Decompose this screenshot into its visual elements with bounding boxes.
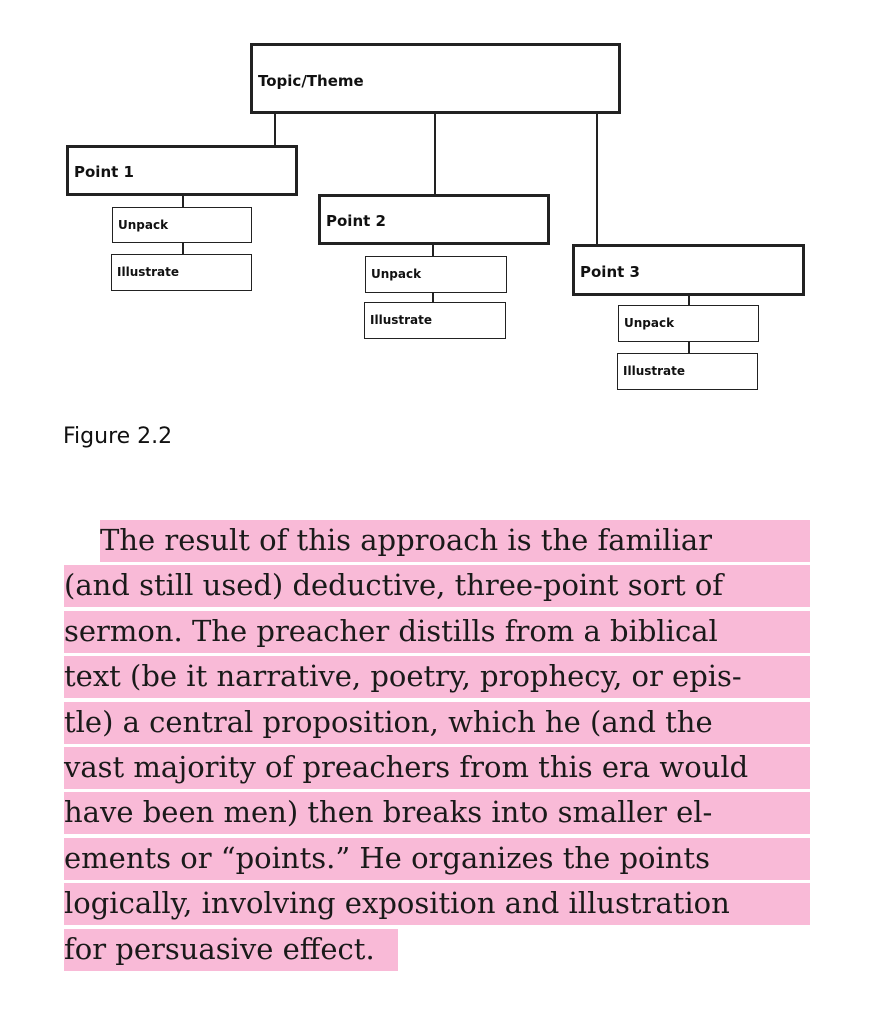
point-3-unpack-box	[618, 305, 759, 342]
paragraph-line: vast majority of preachers from this era would	[64, 745, 810, 790]
paragraph-line: for persuasive effect.	[64, 927, 810, 972]
point-1-label: Point 1	[74, 163, 134, 181]
point-1-unpack-label: Unpack	[118, 218, 169, 232]
point-3-label: Point 3	[580, 263, 640, 281]
point-2-illustrate-label: Illustrate	[370, 313, 433, 327]
paragraph-line: logically, involving exposition and illustration	[64, 881, 810, 926]
point-3-illustrate-box	[617, 353, 758, 390]
point-3-unpack-label: Unpack	[624, 316, 675, 330]
point-3-box	[572, 244, 805, 296]
paragraph-line: text (be it narrative, poetry, prophecy, or epis-	[64, 654, 810, 699]
paragraph-line: (and still used) deductive, three-point sort of	[64, 563, 810, 608]
point-2-unpack-box	[365, 256, 507, 293]
point-2-unpack-label: Unpack	[371, 267, 422, 281]
point-1-box	[66, 145, 298, 196]
paragraph-line: sermon. The preacher distills from a biblical	[64, 609, 810, 654]
paragraph-line: The result of this approach is the familiar	[64, 518, 810, 563]
point-1-illustrate-box	[111, 254, 252, 291]
point-2-illustrate-box	[364, 302, 506, 339]
point-3-illustrate-label: Illustrate	[623, 364, 686, 378]
body-paragraph	[64, 518, 810, 972]
paragraph-line: tle) a central proposition, which he (and the	[64, 700, 810, 745]
point-2-box	[318, 194, 550, 245]
point-2-label: Point 2	[326, 212, 386, 230]
point-1-illustrate-label: Illustrate	[117, 265, 180, 279]
topic-theme-box	[250, 43, 621, 114]
point-1-unpack-box	[112, 207, 252, 243]
figure-caption: Figure 2.2	[63, 424, 173, 449]
paragraph-line: ements or “points.” He organizes the points	[64, 836, 810, 881]
topic-theme-label: Topic/Theme	[258, 72, 364, 90]
sermon-structure-diagram	[0, 0, 873, 400]
paragraph-line: have been men) then breaks into smaller el-	[64, 790, 810, 835]
